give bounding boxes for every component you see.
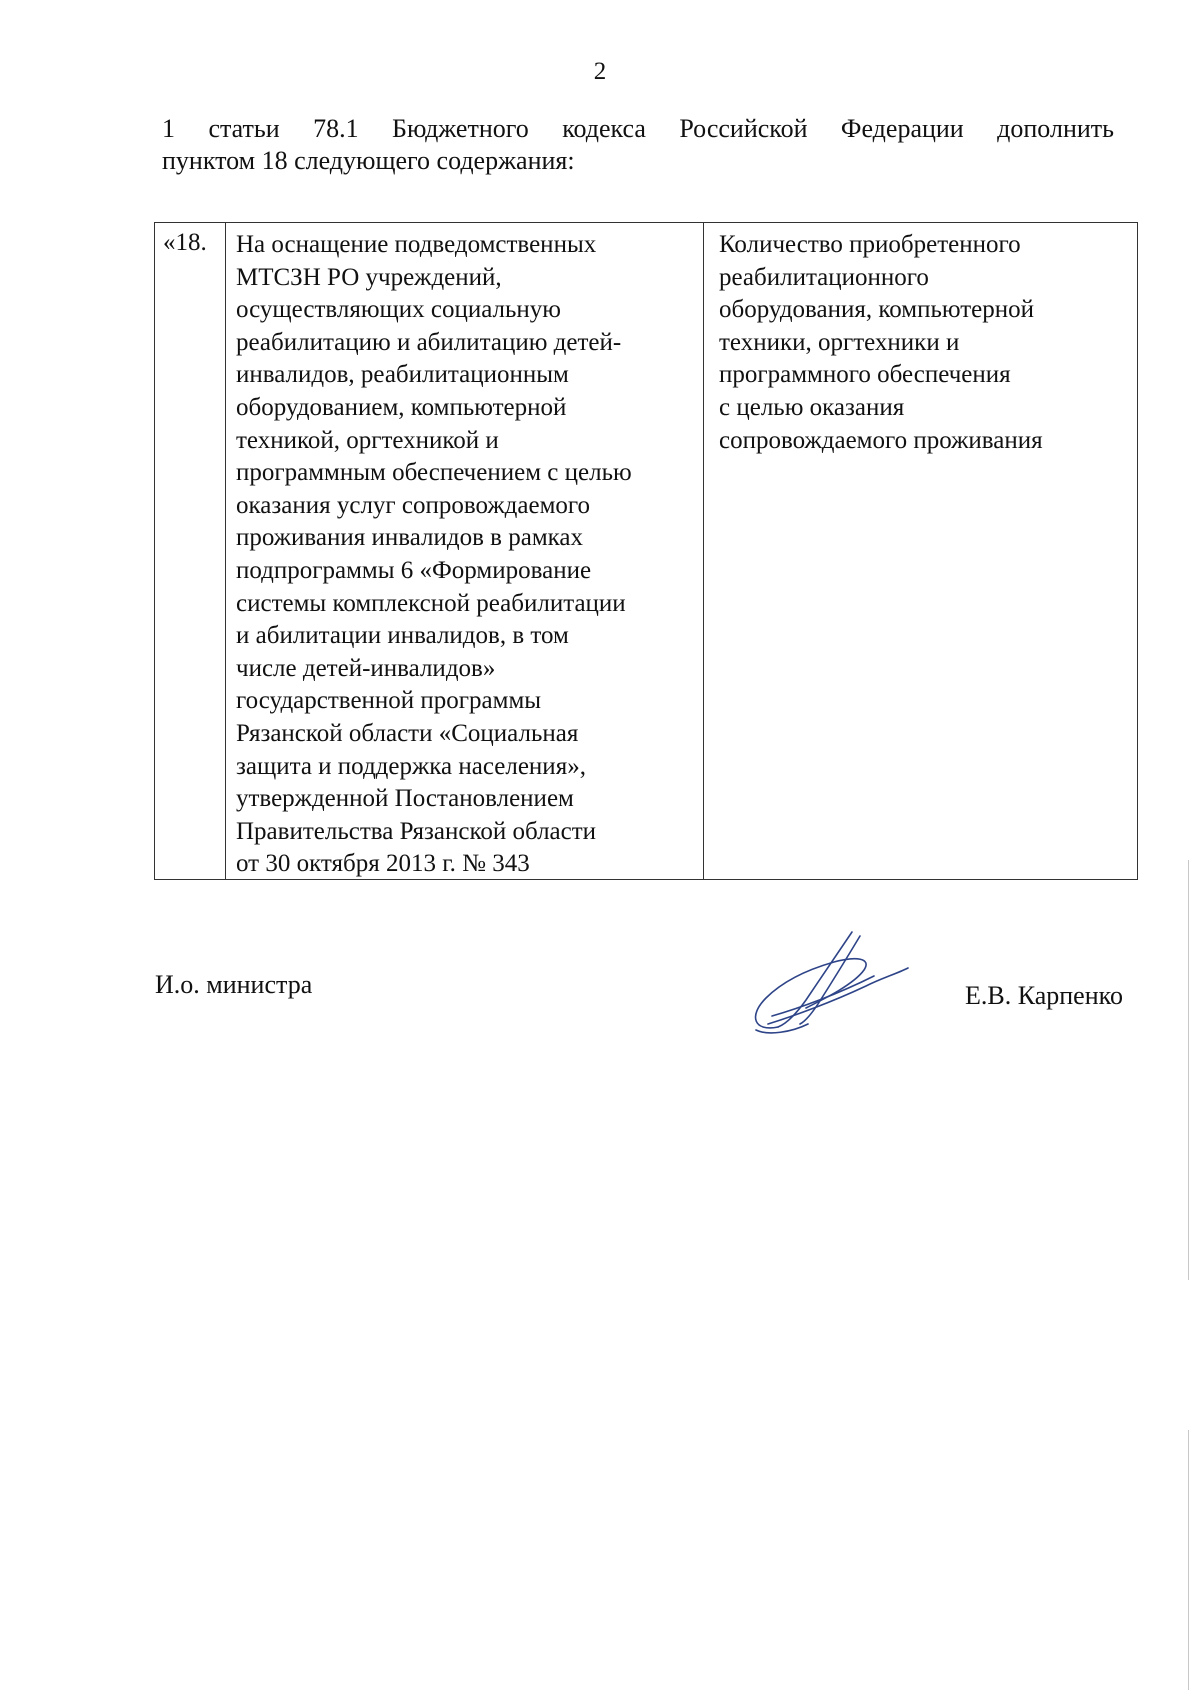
table-cell-indicator: Количество приобретенного реабилитационного оборудования, компьютерной техники, оргтехники и программного обеспечения с целью оказания сопровождаемого проживания [719, 231, 1043, 454]
amendment-table [154, 222, 1138, 880]
signer-position: И.о. министра [155, 970, 313, 999]
page-number: 2 [593, 58, 607, 85]
table-cell-description: На оснащение подведомственных МТСЗН РО учреждений, осуществляющих социальную реабилитацию и абилитацию детей- инвалидов, реабилитационным оборудованием, компьютерной техникой, оргтехникой и программным обеспечением с целью оказания услуг сопровождаемого проживания инвалидов в рамках подпрограммы 6 «Формирование системы комплексной реабилитации и абилитации инвалидов, в том числе детей-инвалидов» государственной программы Рязанской области «Социальная защита и поддержка населения», утвержденной Постановлением Правительства Рязанской области от 30 октября 2013 г. № 343 [226, 223, 704, 879]
intro-line-1: 1 статьи 78.1 Бюджетного кодекса Российской Федерации дополнить [162, 114, 1114, 143]
scan-edge-line [1188, 1430, 1189, 1690]
signer-name: Е.В. Карпенко [965, 981, 1123, 1010]
intro-paragraph [162, 113, 1114, 177]
scan-edge-line [1188, 860, 1189, 1280]
handwritten-signature [748, 928, 913, 1038]
table-cell-number: «18. [155, 223, 226, 879]
intro-line-2: пунктом 18 следующего содержания: [162, 146, 575, 175]
